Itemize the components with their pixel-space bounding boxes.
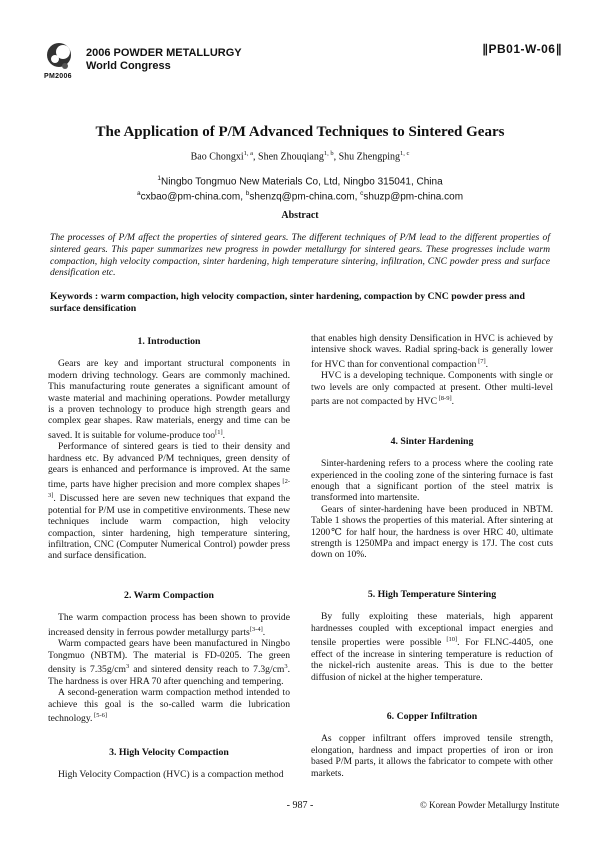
paper-title: The Application of P/M Advanced Techniques to Sintered Gears xyxy=(95,124,505,140)
affiliation-block xyxy=(0,173,600,204)
author-list: Bao Chongxi$^{1, a}$, Shen Zhouqiang$^{1, b}$, Shu Zhengping$^{1, c}$ xyxy=(190,150,410,163)
logo-caption: PM2006 xyxy=(44,73,72,80)
email-link[interactable]: shuzp@pm-china.com xyxy=(363,191,464,203)
paragraph: Performance of sintered gears is tied to their density and hardness etc. By advanced P/M techniques, green density of gears is enhanced and performance is improved. At the same time, parts have higher precision and more complex shapes [2-3]. Discussed here are seven new techniques that expand the potential for P/M use in competitive environments. These new techniques include warm compaction, high velocity compaction, sinter hardening, high temperature sintering, infiltration, CNC (Computer Numerical Control) powder press and surface densification. xyxy=(48,441,290,562)
author-name: Shu Zhengping xyxy=(338,151,401,163)
section-heading-warm-compaction: 2. Warm Compaction xyxy=(124,589,214,601)
paragraph: Gears are key and important structural components in modern driving technology. Gears are commonly machined. This manufacturing route generates a significant amount of waste material and machining operations. Powder metallurgy is a proven technology to produce high strength gears and complex gear shapes. Raw materials, energy and time can be saved. It is suitable for volume-produce too[1]. xyxy=(48,358,290,442)
email-link[interactable]: shenzq@pm-china.com xyxy=(249,191,355,203)
section-heading-high-temperature-sintering: 5. High Temperature Sintering xyxy=(367,588,497,600)
keywords xyxy=(50,291,550,315)
keywords-label: Keywords : xyxy=(50,291,101,302)
section-heading-copper-infiltration: 6. Copper Infiltration xyxy=(386,710,478,722)
author-name: Shen Zhouqiang xyxy=(258,151,324,163)
paragraph: that enables high density Densification in HVC is achieved by intensive shock waves. Radial spring-back is generally lower for HVC than for conventional compaction [7]. xyxy=(311,333,553,370)
paper-code: ∥PB01-W-06∥ xyxy=(482,42,562,56)
abstract-text: The processes of P/M affect the properties of sintered gears. The different techniques of P/M lead to the different properties of sintered gears. This paper summarizes new progress in powder metallurgy for sintered gears. These progresses include warm compaction, high velocity compaction, sinter hardening, high temperature sintering, infiltration, CNC powder press and surface densification etc. xyxy=(50,232,550,279)
left-column xyxy=(48,336,290,780)
section-heading-sinter-hardening: 4. Sinter Hardening xyxy=(390,435,474,447)
paragraph: HVC is a developing technique. Components with single or two levels are only compacted at present. Other multi-level parts are not compacted by HVC [8-9]. xyxy=(311,370,553,408)
email-link[interactable]: cxbao@pm-china.com xyxy=(140,191,241,203)
section-heading-hvc: 3. High Velocity Compaction xyxy=(109,746,229,758)
conference-title: 2006 POWDER METALLURGY xyxy=(86,47,242,59)
paragraph: Warm compacted gears have been manufactured in Ningbo Tongmuo (NBTM). The material is FD-0205. The green density is $7.35g/cm^3$ and sintered density reach to $7.3g/cm^3$. The hardness is over HRA 70 after quenching and tempering. xyxy=(48,638,290,687)
page-number: - 987 - xyxy=(286,800,314,811)
section-heading-introduction: 1. Introduction xyxy=(137,336,201,347)
paragraph: High Velocity Compaction (HVC) is a compaction method xyxy=(58,768,284,780)
conference-name xyxy=(86,47,242,73)
right-column xyxy=(311,333,553,779)
conference-subtitle: World Congress xyxy=(86,60,171,72)
paragraph: Gears of sinter-hardening have been produced in NBTM. Table 1 shows the properties of this material. After sintering at 1200℃ for half hour, the hardness is over HRC 40, ultimate strength is 1250MPa and impact energy is 17J. The cost cuts down on 10%. xyxy=(311,503,553,561)
email-list: $^a$cxbao@pm-china.com, $^b$shenzq@pm-china.com, $^c$shuzp@pm-china.com xyxy=(136,190,464,203)
affiliation: $^1$Ningbo Tongmuo New Materials Co, Ltd, Ningbo 315041, China xyxy=(157,175,443,188)
copyright-notice: © Korean Powder Metallurgy Institute xyxy=(420,800,560,810)
paragraph: The warm compaction process has been shown to provide increased density in ferrous powder metallurgy parts[3-4]. xyxy=(48,612,290,638)
paragraph: Sinter-hardening refers to a process where the cooling rate experienced in the cooling zone of the sintering furnace is fast enough that a significant portion of the steel matrix is transformed into martensite. xyxy=(311,458,553,504)
paragraph: By fully exploiting these materials, high apparent hardnesses coupled with exceptional impact energies and tensile properties were possible [10]. For FLNC-4405, one effect of the increase in sintering temperature is reduction of the nickel-rich austenite areas. This is due to the better diffusion of nickel at the higher temperature. xyxy=(311,611,554,683)
paragraph: As copper infiltrant offers improved tensile strength, elongation, hardness and impact properties of iron or iron based P/M parts, it allows the fabricator to compete with other markets. xyxy=(311,733,553,779)
keywords-text: warm compaction, high velocity compaction, sinter hardening, compaction by CNC powder press and surface densification xyxy=(50,291,525,314)
author-name: Bao Chongxi xyxy=(190,151,244,163)
abstract-heading: Abstract xyxy=(281,210,319,221)
paragraph: A second-generation warm compaction method intended to achieve this goal is the so-called warm die lubrication technology. [5-6] xyxy=(48,687,290,725)
